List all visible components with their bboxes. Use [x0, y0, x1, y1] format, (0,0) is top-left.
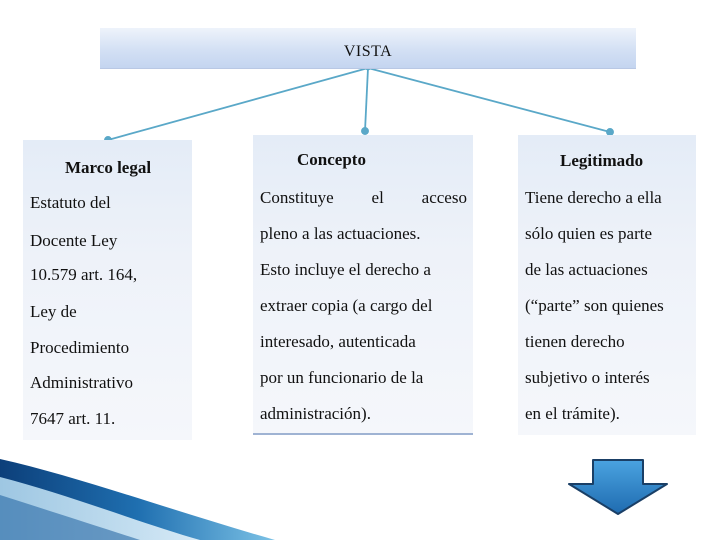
legitimado-line-1: Tiene derecho a ella — [525, 188, 662, 207]
concepto-title: Concepto — [297, 150, 366, 169]
vista-header-box — [100, 28, 636, 69]
legitimado-line-6: subjetivo o interés — [525, 368, 650, 387]
marco-legal-line-1: Estatuto del — [30, 193, 111, 212]
marco-legal-line-6: Administrativo — [30, 373, 133, 392]
marco-legal-line-3: 10.579 art. 164, — [30, 265, 138, 284]
concepto-line-7: administración). — [260, 404, 371, 423]
legitimado-title: Legitimado — [560, 151, 644, 170]
concepto-line-1-word: acceso — [421, 188, 467, 207]
marco-legal-line-2: Docente Ley — [30, 231, 118, 250]
marco-legal-box — [23, 140, 192, 440]
concepto-box — [253, 135, 473, 435]
marco-legal-line-4: Ley de — [30, 302, 77, 321]
connector-right — [368, 68, 610, 132]
concepto-line-1 — [260, 188, 467, 208]
marco-legal-title: Marco legal — [65, 158, 152, 177]
marco-legal-line-5: Procedimiento — [30, 338, 130, 357]
concepto-line-1-word: Constituye — [260, 188, 334, 207]
concepto-line-5: interesado, autenticada — [260, 332, 416, 351]
connector-left — [108, 68, 368, 140]
legitimado-line-7: en el trámite). — [525, 404, 620, 423]
concepto-line-4: extraer copia (a cargo del — [260, 296, 433, 315]
vista-title: VISTA — [343, 43, 393, 60]
legitimado-line-3: de las actuaciones — [525, 260, 648, 279]
legitimado-line-4: (“parte” son quienes — [525, 296, 664, 315]
down-arrow-icon[interactable] — [565, 458, 671, 516]
concepto-line-1-word: el — [371, 188, 384, 207]
marco-legal-line-7: 7647 art. 11. — [30, 409, 116, 428]
concepto-line-3: Esto incluye el derecho a — [260, 260, 431, 279]
legitimado-line-5: tienen derecho — [525, 332, 625, 351]
concepto-line-2: pleno a las actuaciones. — [260, 224, 421, 243]
concepto-line-6: por un funcionario de la — [260, 368, 424, 387]
connector-center — [365, 68, 368, 131]
legitimado-line-2: sólo quien es parte — [525, 224, 652, 243]
legitimado-box — [518, 135, 696, 435]
